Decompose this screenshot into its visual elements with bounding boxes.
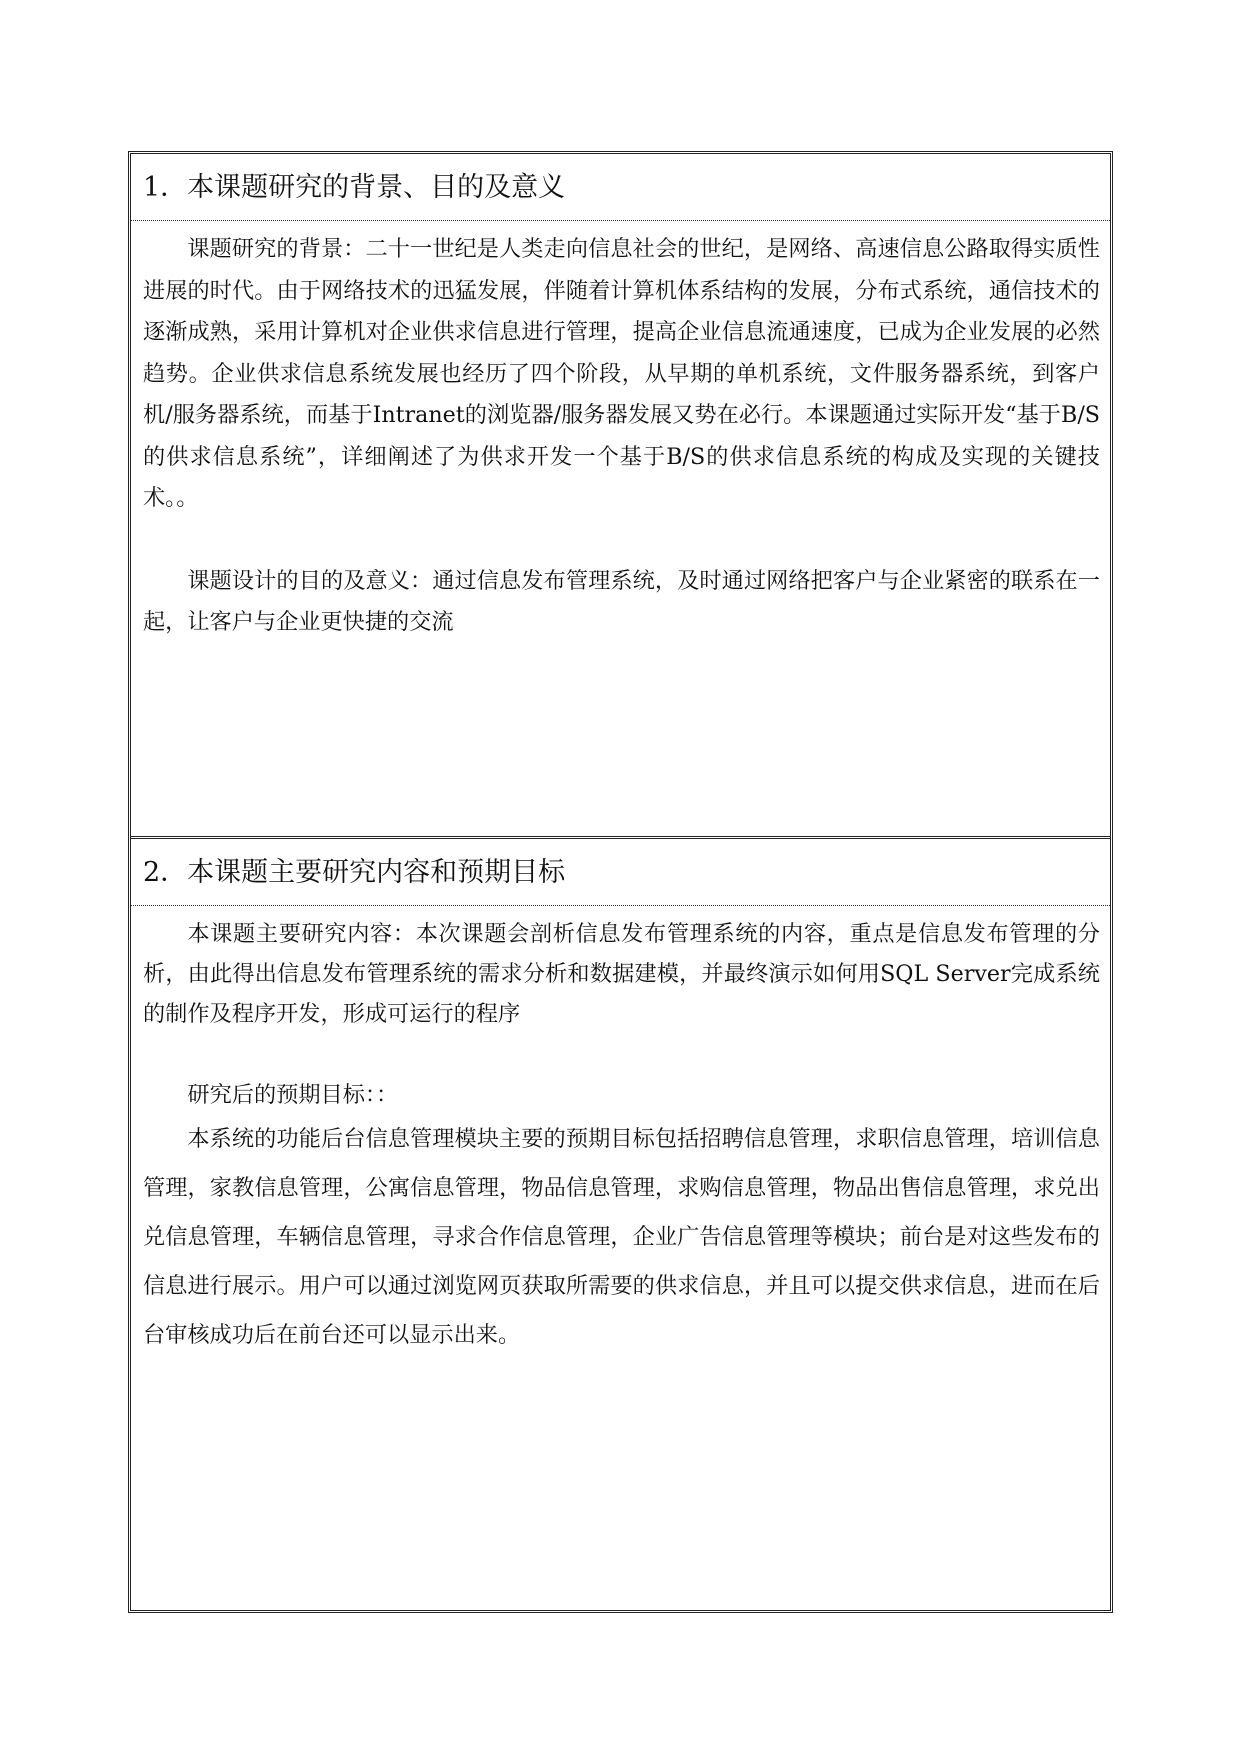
paragraph-gap [143, 520, 1100, 561]
background-paragraph: 课题研究的背景：二十一世纪是人类走向信息社会的世纪，是网络、高速信息公路取得实质性进展的时代。由于网络技术的迅猛发展，伴随着计算机体系结构的发展，分布式系统，通信技术的逐渐成熟，采用计算机对企业供求信息进行管理，提高企业信息流通速度，已成为企业发展的必然趋势。企业供求信息系统发展也经历了四个阶段，从早期的单机系统，文件服务器系统，到客户机/服务器系统，而基于Intranet的浏览器/服务器发展又势在必行。本课题通过实际开发“基于B/S的供求信息系统”，详细阐述了为供求开发一个基于B/S的供求信息系统的构成及实现的关键技术。。 [143, 236, 1100, 511]
section-background-purpose [131, 154, 1110, 839]
purpose-paragraph: 课题设计的目的及意义：通过信息发布管理系统，及时通过网络把客户与企业紧密的联系在一起，让客户与企业更快捷的交流 [143, 567, 1100, 635]
section-body [131, 906, 1110, 1360]
paragraph-gap [143, 1034, 1100, 1075]
proposal-form-table [128, 151, 1113, 1613]
goals-paragraph: 本系统的功能后台信息管理模块主要的预期目标包括招聘信息管理，求职信息管理，培训信息管理，家教信息管理，公寓信息管理，物品信息管理，求购信息管理，物品出售信息管理，求兑出兑信息管理，车辆信息管理，寻求合作信息管理，企业广告信息管理等模块；前台是对这些发布的信息进行展示。用户可以通过浏览网页获取所需要的供求信息，并且可以提交供求信息，进而在后台审核成功后在前台还可以显示出来。 [143, 1126, 1100, 1348]
content-paragraph: 本课题主要研究内容：本次课题会剖析信息发布管理系统的内容，重点是信息发布管理的分析，由此得出信息发布管理系统的需求分析和数据建模，并最终演示如何用SQL Server完成系统的制作及程序开发，形成可运行的程序 [143, 921, 1100, 1027]
goals-label: 研究后的预期目标：： [187, 1082, 399, 1108]
section-heading: 1．本课题研究的背景、目的及意义 [131, 154, 1110, 221]
section-heading: 2．本课题主要研究内容和预期目标 [131, 839, 1110, 906]
section-body [131, 221, 1110, 644]
section-content-goals [131, 839, 1110, 1610]
